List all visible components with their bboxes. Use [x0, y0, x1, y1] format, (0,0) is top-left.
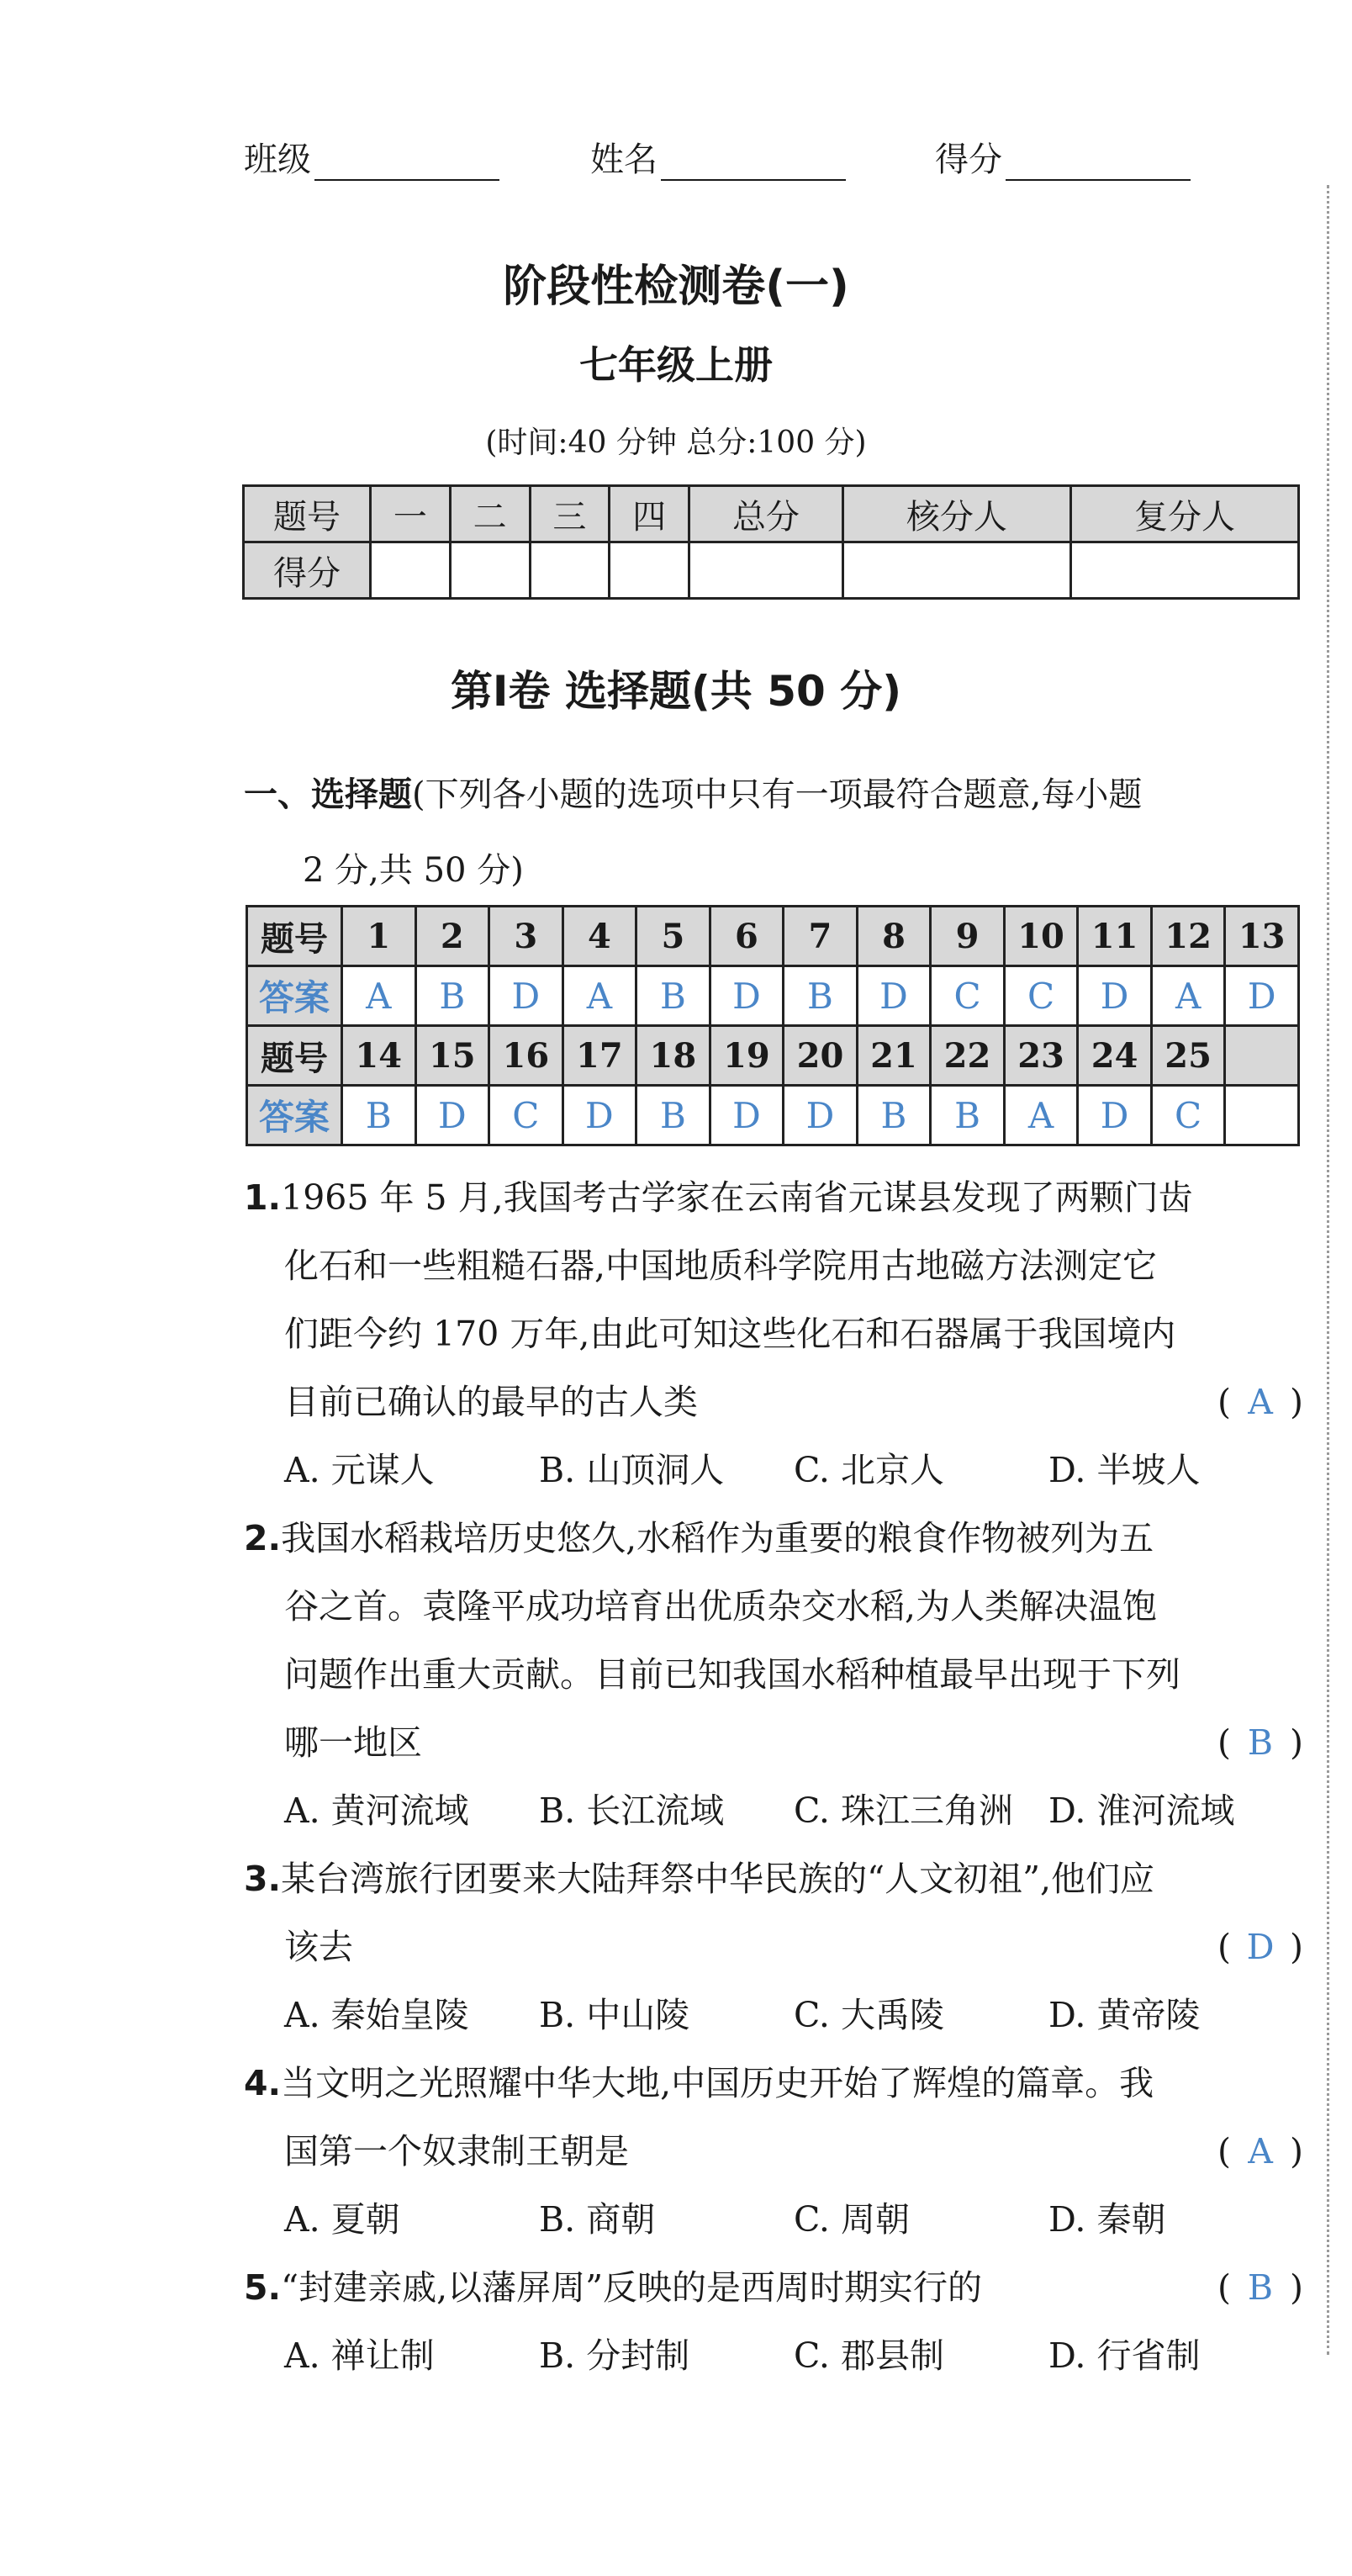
option-a[interactable]: A. 元谋人: [284, 1450, 435, 1490]
score-cell[interactable]: [450, 542, 530, 599]
question-number-cell: 13: [1225, 907, 1299, 966]
option-a[interactable]: A. 秦始皇陵: [284, 1995, 469, 2035]
answer-cell: D: [562, 1086, 636, 1145]
question-number-cell: 12: [1151, 907, 1225, 966]
question-text: 国第一个奴隶制王朝是: [284, 2131, 629, 2171]
score-label: 得分: [935, 140, 1002, 179]
question-number: 2.: [244, 1518, 282, 1558]
question-number-cell: 4: [562, 907, 636, 966]
question-text: 化石和一些粗糙石器,中国地质科学院用古地磁方法测定它: [284, 1246, 1158, 1286]
question-text-line: [244, 1300, 1303, 1368]
question-number-cell: 7: [784, 907, 858, 966]
answer-table-num-row: [247, 907, 1299, 966]
question-number-cell: 16: [489, 1026, 563, 1086]
question-text-line: [244, 1845, 1303, 1913]
question-number-cell: 25: [1151, 1026, 1225, 1086]
option-row: [244, 2322, 1303, 2390]
question-item: [244, 1164, 1303, 1505]
question-number-cell: 9: [931, 907, 1005, 966]
score-row-label: 得分: [244, 542, 371, 599]
answer-bracket: ( A ): [1217, 1368, 1303, 1436]
answer-cell: D: [1078, 1086, 1152, 1145]
question-item: [244, 1505, 1303, 1845]
question-number: 3.: [244, 1859, 282, 1899]
question-text: 目前已确认的最早的古人类: [284, 1382, 698, 1422]
answer-mark: D: [1246, 1927, 1275, 1967]
name-label: 姓名: [590, 140, 658, 179]
answer-cell: C: [931, 966, 1005, 1026]
answer-cell: B: [636, 966, 710, 1026]
question-text: 1965 年 5 月,我国考古学家在云南省元谋县发现了两颗门齿: [281, 1177, 1193, 1218]
answer-row-label: 答案: [247, 966, 342, 1026]
option-b[interactable]: B. 商朝: [539, 2199, 656, 2240]
question-text-line: [244, 1913, 1303, 1981]
class-field: [244, 133, 499, 181]
question-number-cell: 1: [342, 907, 416, 966]
answer-cell: B: [415, 966, 489, 1026]
question-number: 1.: [244, 1177, 282, 1218]
answer-cell: D: [710, 966, 784, 1026]
question-text: 们距今约 170 万年,由此可知这些化石和石器属于我国境内: [284, 1314, 1176, 1354]
answer-cell: A: [1151, 966, 1225, 1026]
score-header-cell: 复分人: [1070, 486, 1298, 542]
answer-mark: B: [1247, 2267, 1274, 2308]
answer-bracket: ( B ): [1217, 2254, 1303, 2322]
answer-cell: B: [931, 1086, 1005, 1145]
option-a[interactable]: A. 黄河流域: [284, 1791, 469, 1831]
question-text-line: [244, 1573, 1303, 1641]
answer-cell: D: [857, 966, 931, 1026]
option-b[interactable]: B. 分封制: [539, 2335, 690, 2376]
answer-cell: D: [489, 966, 563, 1026]
question-number-cell: 18: [636, 1026, 710, 1086]
exam-title: 阶段性检测卷(一): [503, 262, 849, 312]
section-instructions: [244, 757, 1303, 908]
name-blank: [661, 151, 846, 181]
question-number-cell: 3: [489, 907, 563, 966]
question-number-cell: 2: [415, 907, 489, 966]
question-text: 问题作出重大贡献。目前已知我国水稻种植最早出现于下列: [284, 1654, 1180, 1695]
answer-table-num-row: [247, 1026, 1299, 1086]
answer-cell: C: [1151, 1086, 1225, 1145]
answer-row-label: 题号: [247, 1026, 342, 1086]
score-header-cell: 核分人: [842, 486, 1070, 542]
answer-cell: [1225, 1086, 1299, 1145]
option-d[interactable]: D. 黄帝陵: [1048, 1995, 1201, 2035]
question-text-line: [244, 2254, 1303, 2322]
score-cell[interactable]: [689, 542, 843, 599]
answer-mark: A: [1248, 2131, 1273, 2171]
question-text-line: [244, 1641, 1303, 1709]
answer-cell: B: [784, 966, 858, 1026]
question-number-cell: 5: [636, 907, 710, 966]
instructions-lead: 一、选择题: [244, 775, 412, 814]
answer-row-label: 题号: [247, 907, 342, 966]
answer-table: [246, 905, 1300, 1146]
question-text-line: [244, 1368, 1303, 1436]
question-number-cell: 24: [1078, 1026, 1152, 1086]
option-a[interactable]: A. 夏朝: [284, 2199, 400, 2240]
score-cell[interactable]: [530, 542, 610, 599]
option-d[interactable]: D. 半坡人: [1048, 1450, 1201, 1490]
exam-info: (时间:40 分钟 总分:100 分): [485, 426, 867, 460]
question-text-line: [244, 1164, 1303, 1232]
option-a[interactable]: A. 禅让制: [284, 2335, 435, 2376]
option-row: [244, 1981, 1303, 2050]
question-text: “封建亲戚,以藩屏周”反映的是西周时期实行的: [281, 2267, 983, 2308]
score-field: [935, 133, 1191, 181]
answer-table-answer-row: [247, 1086, 1299, 1145]
question-text: 当文明之光照耀中华大地,中国历史开始了辉煌的篇章。我: [281, 2063, 1154, 2103]
score-cell[interactable]: [1070, 542, 1298, 599]
instructions-line1: (下列各小题的选项中只有一项最符合题意,每小题: [412, 775, 1143, 814]
question-item: [244, 1845, 1303, 2050]
score-table: [242, 484, 1300, 600]
option-b[interactable]: B. 长江流域: [539, 1791, 725, 1831]
answer-cell: B: [342, 1086, 416, 1145]
question-text-line: [244, 2118, 1303, 2186]
score-header-cell: 一: [371, 486, 451, 542]
score-header-cell: 四: [610, 486, 689, 542]
question-text: 某台湾旅行团要来大陆拜祭中华民族的“人文初祖”,他们应: [281, 1859, 1155, 1899]
answer-cell: D: [1078, 966, 1152, 1026]
question-number: 4.: [244, 2063, 282, 2103]
question-text-line: [244, 1505, 1303, 1573]
option-c[interactable]: C. 郡县制: [794, 2335, 944, 2376]
name-field: [590, 133, 846, 181]
answer-bracket: ( A ): [1217, 2118, 1303, 2186]
option-d[interactable]: D. 淮河流域: [1048, 1791, 1235, 1831]
option-c[interactable]: C. 周朝: [794, 2199, 910, 2240]
class-blank: [314, 151, 499, 181]
answer-cell: B: [636, 1086, 710, 1145]
question-number-cell: 20: [784, 1026, 858, 1086]
answer-cell: C: [1004, 966, 1078, 1026]
question-number: 5.: [244, 2267, 282, 2308]
question-number-cell: 15: [415, 1026, 489, 1086]
answer-row-label: 答案: [247, 1086, 342, 1145]
question-number-cell: 14: [342, 1026, 416, 1086]
question-text: 哪一地区: [284, 1722, 422, 1763]
answer-mark: B: [1247, 1722, 1274, 1763]
question-item: [244, 2050, 1303, 2254]
instructions-line2: 2 分,共 50 分): [303, 851, 524, 890]
option-c[interactable]: C. 北京人: [794, 1450, 944, 1490]
question-text: 我国水稻栽培历史悠久,水稻作为重要的粮食作物被列为五: [281, 1518, 1154, 1558]
question-number-cell: 10: [1004, 907, 1078, 966]
question-text-line: [244, 2050, 1303, 2118]
answer-bracket: ( D ): [1217, 1913, 1303, 1981]
grade-title: 七年级上册: [579, 342, 773, 388]
score-table-header-row: [244, 486, 1299, 542]
score-cell[interactable]: [842, 542, 1070, 599]
answer-cell: D: [784, 1086, 858, 1145]
option-row: [244, 1777, 1303, 1845]
answer-mark: A: [1248, 1382, 1273, 1422]
score-header-cell: 题号: [244, 486, 371, 542]
question-item: [244, 2254, 1303, 2390]
answer-cell: B: [857, 1086, 931, 1145]
question-number-cell: 23: [1004, 1026, 1078, 1086]
question-number-cell: 17: [562, 1026, 636, 1086]
option-row: [244, 1436, 1303, 1505]
question-number-cell: [1225, 1026, 1299, 1086]
option-c[interactable]: C. 大禹陵: [794, 1995, 944, 2035]
answer-cell: A: [342, 966, 416, 1026]
score-table-score-row: [244, 542, 1299, 599]
question-number-cell: 11: [1078, 907, 1152, 966]
score-header-cell: 三: [530, 486, 610, 542]
question-number-cell: 6: [710, 907, 784, 966]
option-b[interactable]: B. 山顶洞人: [539, 1450, 725, 1490]
answer-cell: D: [710, 1086, 784, 1145]
answer-cell: A: [1004, 1086, 1078, 1145]
question-text-line: [244, 1709, 1303, 1777]
score-cell[interactable]: [610, 542, 689, 599]
perforation-line: [1327, 185, 1329, 2355]
option-b[interactable]: B. 中山陵: [539, 1995, 690, 2035]
question-number-cell: 22: [931, 1026, 1005, 1086]
answer-cell: C: [489, 1086, 563, 1145]
score-header-cell: 总分: [689, 486, 843, 542]
option-d[interactable]: D. 行省制: [1048, 2335, 1201, 2376]
answer-table-answer-row: [247, 966, 1299, 1026]
score-cell[interactable]: [371, 542, 451, 599]
question-text: 该去: [284, 1927, 353, 1967]
option-c[interactable]: C. 珠江三角洲: [794, 1791, 1013, 1831]
question-list: [244, 1164, 1303, 2390]
option-row: [244, 2186, 1303, 2254]
question-number-cell: 19: [710, 1026, 784, 1086]
class-label: 班级: [244, 140, 311, 179]
question-text: 谷之首。袁隆平成功培育出优质杂交水稻,为人类解决温饱: [284, 1586, 1158, 1627]
answer-cell: D: [1225, 966, 1299, 1026]
question-number-cell: 21: [857, 1026, 931, 1086]
answer-bracket: ( B ): [1217, 1709, 1303, 1777]
answer-cell: D: [415, 1086, 489, 1145]
section1-title: 第Ⅰ卷 选择题(共 50 分): [450, 667, 902, 716]
answer-cell: A: [562, 966, 636, 1026]
score-blank: [1006, 151, 1191, 181]
question-number-cell: 8: [857, 907, 931, 966]
score-header-cell: 二: [450, 486, 530, 542]
question-text-line: [244, 1232, 1303, 1300]
option-d[interactable]: D. 秦朝: [1048, 2199, 1166, 2240]
